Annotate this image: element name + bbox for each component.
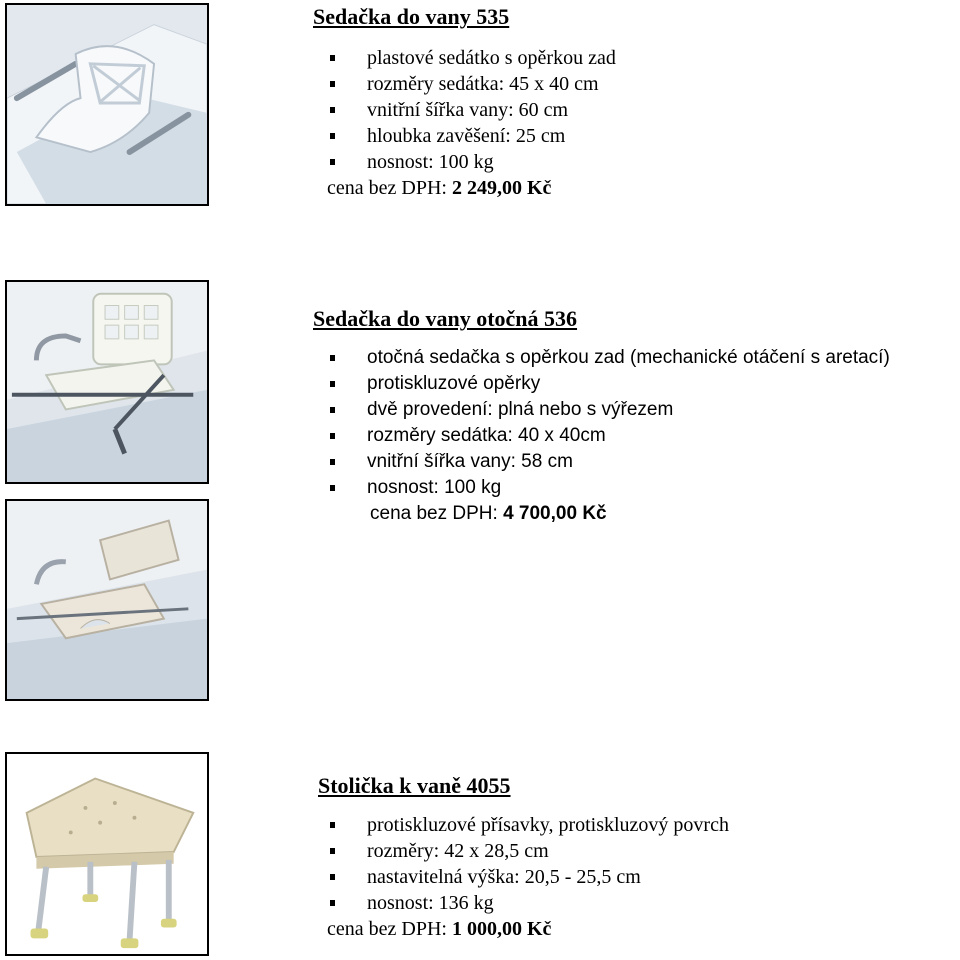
list-item: rozměry: 42 x 28,5 cm xyxy=(325,838,729,864)
list-item: otočná sedačka s opěrkou zad (mechanické otáčení s aretací) xyxy=(325,345,890,371)
bullet-icon xyxy=(330,107,335,113)
list-item: nosnost: 100 kg xyxy=(325,475,890,501)
bath-stool-4055-image xyxy=(5,752,209,956)
list-item: nosnost: 136 kg xyxy=(325,890,729,916)
bullet-icon xyxy=(330,133,335,139)
bullet-icon xyxy=(330,459,335,465)
list-item: rozměry sedátka: 45 x 40 cm xyxy=(325,71,616,97)
price-value: 1 000,00 Kč xyxy=(451,918,552,940)
bullet-icon xyxy=(330,822,335,828)
swivel-seat-536-image-cutout xyxy=(5,499,209,701)
price-value: 4 700,00 Kč xyxy=(503,503,607,524)
product-title: Stolička k vaně 4055 xyxy=(318,773,511,798)
list-item: plastové sedátko s opěrkou zad xyxy=(325,45,616,71)
bullet-icon xyxy=(330,407,335,413)
bullet-icon xyxy=(330,81,335,87)
bullet-icon xyxy=(330,485,335,491)
feature-list xyxy=(325,45,616,175)
bath-seat-535-image xyxy=(5,3,209,206)
feature-list xyxy=(325,812,729,916)
list-item: rozměry sedátka: 40 x 40cm xyxy=(325,423,890,449)
product-title: Sedačka do vany 535 xyxy=(313,4,510,29)
price-line xyxy=(327,918,551,941)
bullet-icon xyxy=(330,433,335,439)
list-item: protiskluzové přísavky, protiskluzový povrch xyxy=(325,812,729,838)
bullet-icon xyxy=(330,55,335,61)
price-label: cena bez DPH: xyxy=(327,918,447,940)
list-item: nosnost: 100 kg xyxy=(325,149,616,175)
bullet-icon xyxy=(330,900,335,906)
list-item: vnitřní šířka vany: 60 cm xyxy=(325,97,616,123)
list-item: vnitřní šířka vany: 58 cm xyxy=(325,449,890,475)
list-item: dvě provedení: plná nebo s výřezem xyxy=(325,397,890,423)
list-item: hloubka zavěšení: 25 cm xyxy=(325,123,616,149)
list-item: nastavitelná výška: 20,5 - 25,5 cm xyxy=(325,864,729,890)
price-line xyxy=(327,177,551,200)
price-line xyxy=(370,503,607,525)
product-title: Sedačka do vany otočná 536 xyxy=(313,306,578,331)
list-item: protiskluzové opěrky xyxy=(325,371,890,397)
price-label: cena bez DPH: xyxy=(370,503,498,524)
bullet-icon xyxy=(330,381,335,387)
feature-list xyxy=(325,345,890,501)
price-value: 2 249,00 Kč xyxy=(451,177,552,199)
swivel-seat-536-image-solid xyxy=(5,280,209,484)
bullet-icon xyxy=(330,159,335,165)
bullet-icon xyxy=(330,355,335,361)
bullet-icon xyxy=(330,874,335,880)
price-label: cena bez DPH: xyxy=(327,177,447,199)
bullet-icon xyxy=(330,848,335,854)
